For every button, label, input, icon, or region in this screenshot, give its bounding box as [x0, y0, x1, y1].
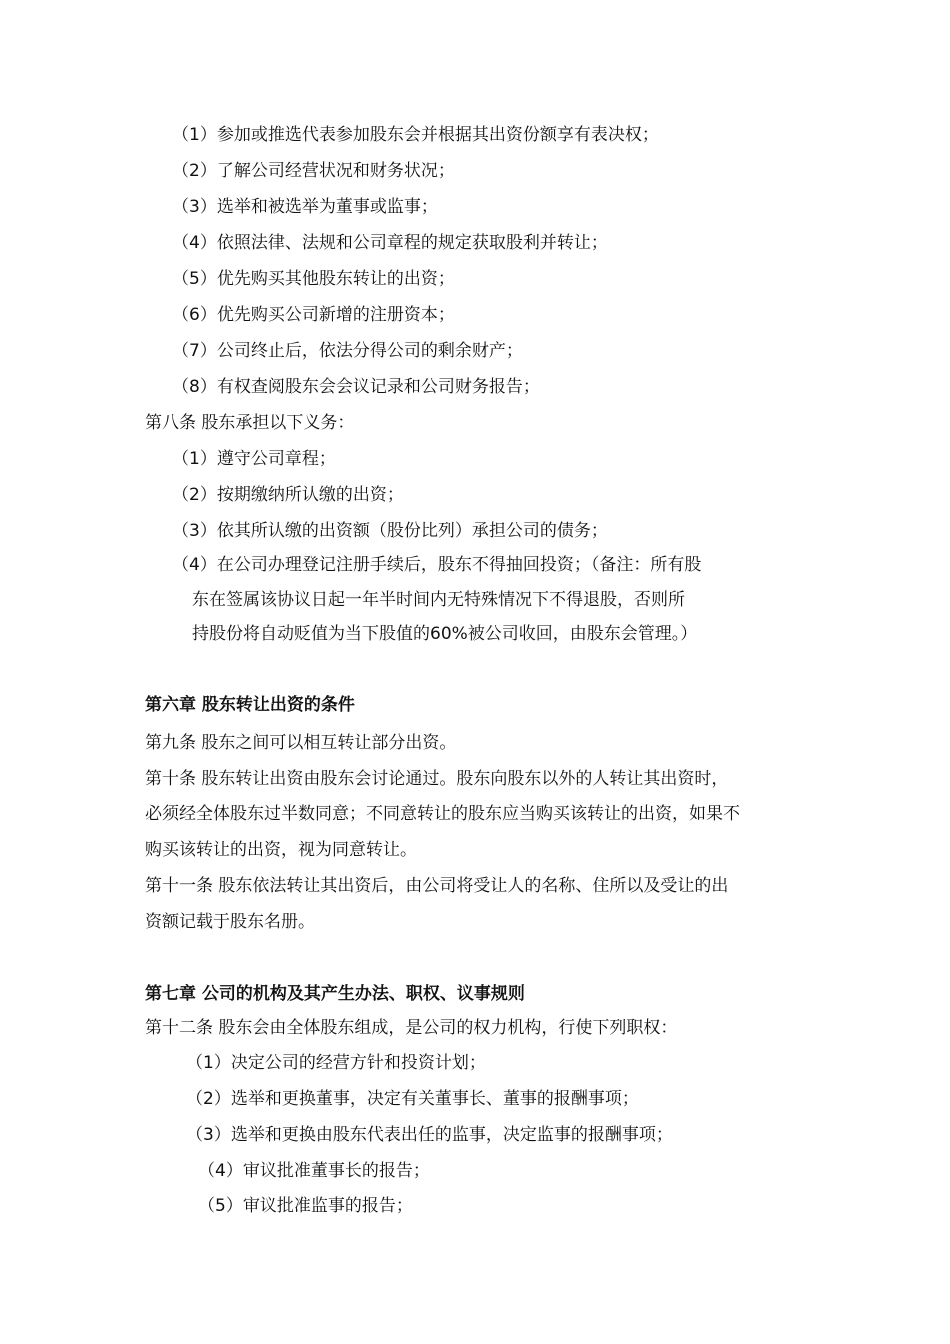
rights-item-1: （1）参加或推选代表参加股东会并根据其出资份额享有表决权； [172, 125, 659, 145]
obligation-note-line-2: 持股份将自动贬值为当下股值的60%被公司收回，由股东会管理。） [192, 624, 698, 644]
power-item-3: （3）选举和更换由股东代表出任的监事，决定监事的报酬事项； [186, 1125, 673, 1145]
power-item-5: （5）审议批准监事的报告； [198, 1196, 413, 1216]
obligation-note-line-1: 东在签属该协议日起一年半时间内无特殊情况下不得退股，否则所 [192, 590, 685, 610]
chapter-6-line-2: 第十条 股东转让出资由股东会讨论通过。股东向股东以外的人转让其出资时， [145, 769, 729, 789]
obligation-item-3: （3）依其所认缴的出资额（股份比列）承担公司的债务； [172, 521, 608, 541]
article-8-heading: 第八条 股东承担以下义务： [145, 413, 355, 433]
chapter-6-line-4: 购买该转让的出资，视为同意转让。 [145, 840, 417, 860]
chapter-6-title: 第六章 股东转让出资的条件 [145, 695, 355, 715]
chapter-7-title: 第七章 公司的机构及其产生办法、职权、议事规则 [145, 984, 525, 1004]
chapter-6-line-6: 资额记载于股东名册。 [145, 912, 315, 932]
power-item-1: （1）决定公司的经营方针和投资计划； [186, 1053, 486, 1073]
rights-item-8: （8）有权查阅股东会会议记录和公司财务报告； [172, 377, 540, 397]
rights-item-6: （6）优先购买公司新增的注册资本； [172, 305, 455, 325]
chapter-6-line-1: 第九条 股东之间可以相互转让部分出资。 [145, 733, 457, 753]
power-item-2: （2）选举和更换董事，决定有关董事长、董事的报酬事项； [186, 1089, 639, 1109]
obligation-item-4: （4）在公司办理登记注册手续后，股东不得抽回投资；（备注：所有股 [172, 555, 702, 575]
rights-item-7: （7）公司终止后，依法分得公司的剩余财产； [172, 341, 523, 361]
article-12-heading: 第十二条 股东会由全体股东组成，是公司的权力机构，行使下列职权： [145, 1018, 678, 1038]
chapter-6-line-5: 第十一条 股东依法转让其出资后，由公司将受让人的名称、住所以及受让的出 [145, 876, 729, 896]
rights-item-2: （2）了解公司经营状况和财务状况； [172, 161, 455, 181]
rights-item-5: （5）优先购买其他股东转让的出资； [172, 269, 455, 289]
rights-item-4: （4）依照法律、法规和公司章程的规定获取股利并转让； [172, 233, 608, 253]
obligation-item-2: （2）按期缴纳所认缴的出资； [172, 485, 404, 505]
obligation-item-1: （1）遵守公司章程； [172, 449, 336, 469]
rights-item-3: （3）选举和被选举为董事或监事； [172, 197, 438, 217]
power-item-4: （4）审议批准董事长的报告； [198, 1161, 430, 1181]
chapter-6-line-3: 必须经全体股东过半数同意；不同意转让的股东应当购买该转让的出资，如果不 [145, 804, 740, 824]
